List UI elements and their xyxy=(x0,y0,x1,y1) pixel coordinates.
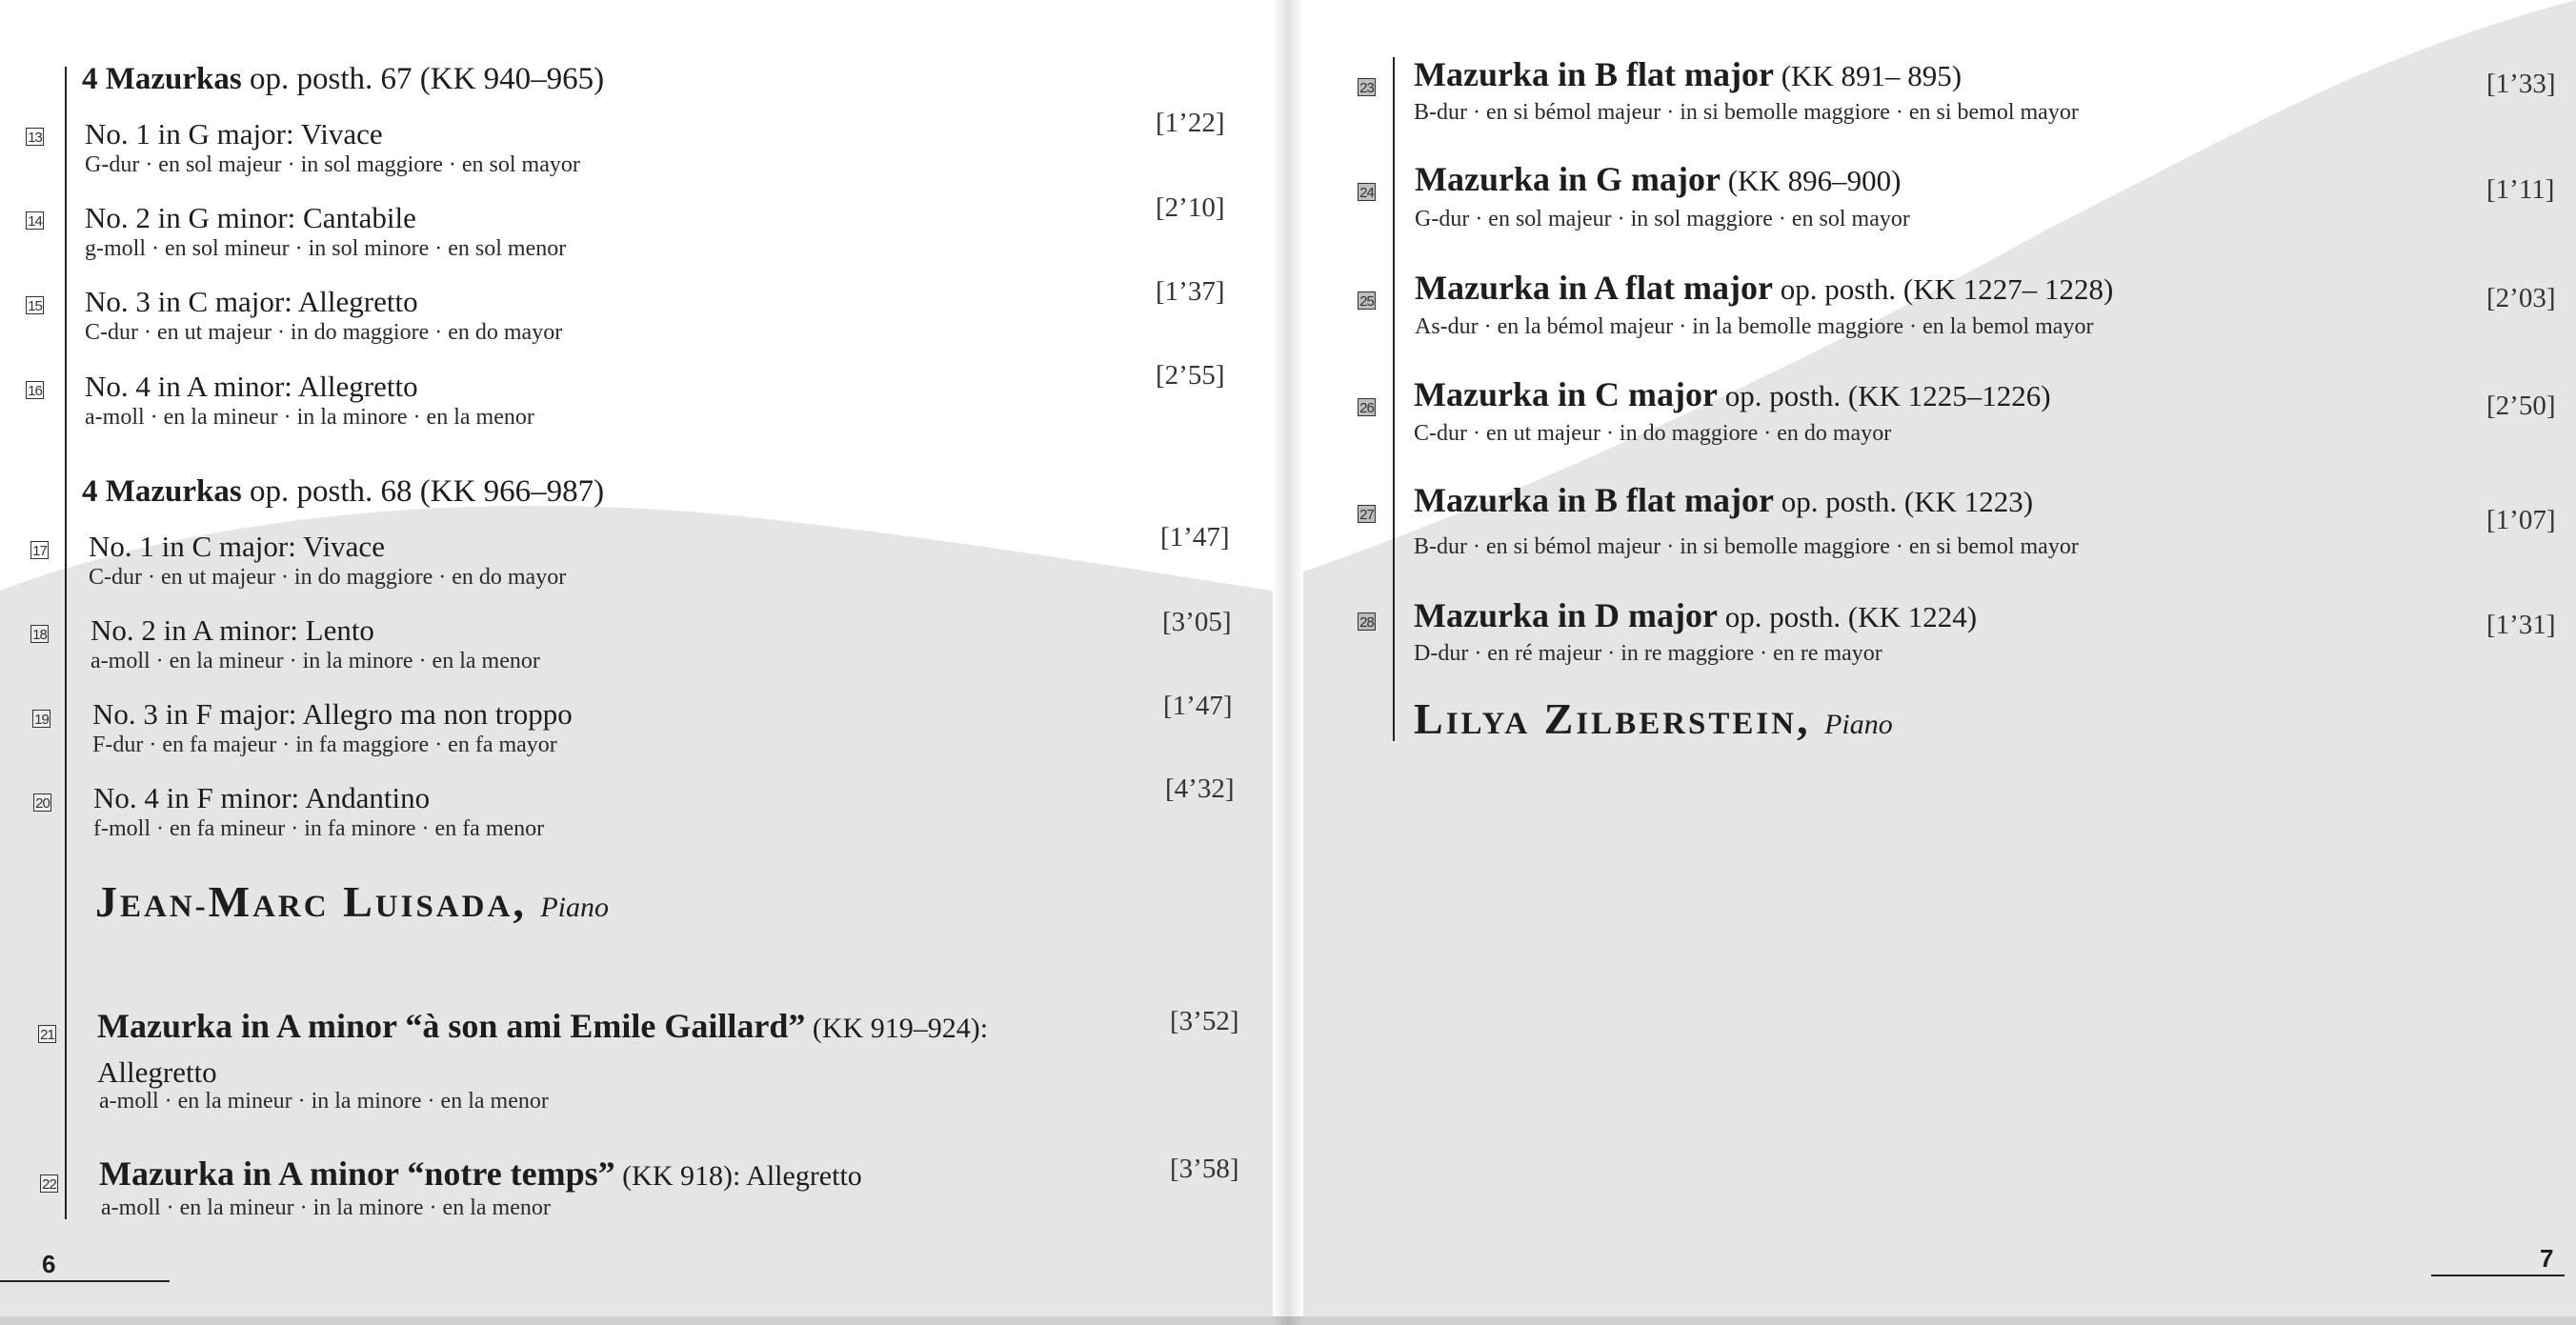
track-title xyxy=(1414,377,2051,413)
track-number-box: 22 xyxy=(40,1174,58,1193)
track-subtitle: As-dur · en la bémol majeur · in la bemolle maggiore · en la bemol mayor xyxy=(1415,314,2094,339)
track-title xyxy=(1414,598,1977,634)
track-number-box: 17 xyxy=(30,541,49,559)
title-bold: Mazurka in A minor “notre temps” xyxy=(99,1154,615,1193)
track-number-box: 16 xyxy=(26,381,44,399)
title-rest: op. posth. (KK 1223) xyxy=(1773,485,2034,518)
track-subtitle: C-dur · en ut majeur · in do maggiore · en do mayor xyxy=(89,565,567,590)
track-title: No. 1 in C major: Vivace xyxy=(89,530,385,563)
track-subtitle: a-moll · en la mineur · in la minore · en la menor xyxy=(85,405,534,430)
track-number-box: 24 xyxy=(1358,183,1376,201)
section-heading xyxy=(82,61,604,97)
track-subtitle: a-moll · en la mineur · in la minore · en la menor xyxy=(99,1089,549,1114)
instrument: Piano xyxy=(540,892,609,923)
title-rest: (KK 896–900) xyxy=(1720,164,1902,197)
heading-rest: op. posth. 67 (KK 940–965) xyxy=(241,62,605,96)
track-duration: [1’33] xyxy=(2486,69,2556,99)
track-number-box: 19 xyxy=(32,710,50,728)
track-duration: [1’31] xyxy=(2486,610,2556,640)
title-rest: (KK 919–924): xyxy=(805,1013,989,1044)
comma: , xyxy=(1797,694,1811,743)
track-number-box: 13 xyxy=(26,128,44,146)
page-number: 6 xyxy=(42,1250,56,1278)
performer-name xyxy=(1414,695,1893,749)
track-title xyxy=(99,1156,862,1194)
small-caps: ILYA xyxy=(1445,707,1531,741)
track-title: No. 1 in G major: Vivace xyxy=(85,117,383,151)
track-subtitle: g-moll · en sol mineur · in sol minore · en sol menor xyxy=(85,236,567,261)
track-duration: [2’10] xyxy=(1156,192,1225,223)
small-caps: ILBERSTEIN xyxy=(1576,707,1798,741)
track-title xyxy=(1414,483,2033,519)
track-number-box: 28 xyxy=(1358,612,1376,631)
track-duration: [1’11] xyxy=(2486,174,2555,205)
track-number-box: 14 xyxy=(26,211,44,230)
initial: Z xyxy=(1543,694,1577,743)
track-number-box: 18 xyxy=(30,625,49,643)
initial: L xyxy=(1414,694,1446,743)
track-title xyxy=(1415,162,1901,198)
track-duration: [3’58] xyxy=(1170,1154,1239,1184)
track-duration: [1’47] xyxy=(1160,522,1230,552)
track-subtitle: G-dur · en sol majeur · in sol maggiore · en sol mayor xyxy=(85,152,580,177)
track-title: No. 3 in C major: Allegretto xyxy=(85,285,418,318)
track-title: No. 3 in F major: Allegro ma non troppo xyxy=(92,697,573,731)
track-duration: [2’03] xyxy=(2486,283,2556,313)
track-title: No. 4 in A minor: Allegretto xyxy=(85,370,418,403)
title-bold: Mazurka in B flat major xyxy=(1414,481,1774,519)
title-rest: op. posth. (KK 1227– 1228) xyxy=(1772,272,2114,306)
track-duration: [1’22] xyxy=(1156,108,1225,138)
track-title: No. 4 in F minor: Andantino xyxy=(93,781,431,814)
track-number-box: 27 xyxy=(1358,505,1376,523)
track-title: No. 2 in A minor: Lento xyxy=(91,613,374,647)
track-duration: [3’52] xyxy=(1170,1006,1239,1036)
track-number-box: 20 xyxy=(33,793,51,812)
heading-bold: 4 Mazurkas xyxy=(82,474,242,509)
track-number-box: 25 xyxy=(1358,291,1376,310)
small-caps: EAN- xyxy=(120,890,209,924)
track-subtitle: C-dur · en ut majeur · in do maggiore · en do mayor xyxy=(85,320,563,345)
track-title xyxy=(1415,271,2113,307)
page-number: 7 xyxy=(2540,1244,2554,1273)
track-duration: [2’55] xyxy=(1156,360,1225,391)
initial: J xyxy=(95,877,120,926)
track-duration: [4’32] xyxy=(1165,773,1235,804)
left-page-rule xyxy=(65,67,67,1219)
track-subtitle: B-dur · en si bémol majeur · in si bemolle maggiore · en si bemol mayor xyxy=(1414,100,2079,125)
right-page xyxy=(1288,0,2576,1325)
section-heading xyxy=(82,473,604,510)
initial: L xyxy=(343,877,375,926)
initial: M xyxy=(208,877,253,926)
track-subtitle: G-dur · en sol majeur · in sol maggiore · en sol mayor xyxy=(1415,207,1910,231)
track-title: No. 2 in G minor: Cantabile xyxy=(85,201,416,234)
track-number-box: 21 xyxy=(38,1025,56,1043)
heading-bold: 4 Mazurkas xyxy=(82,62,242,96)
track-number-box: 15 xyxy=(26,296,44,314)
comma: , xyxy=(513,877,527,926)
track-subtitle: f-moll · en fa mineur · in fa minore · en fa menor xyxy=(93,816,545,841)
performer-name xyxy=(95,878,609,932)
track-subtitle: B-dur · en si bémol majeur · in si bemolle maggiore · en si bemol mayor xyxy=(1414,534,2079,559)
track-title-line2: Allegretto xyxy=(97,1055,217,1089)
title-bold: Mazurka in C major xyxy=(1414,375,1718,413)
title-bold: Mazurka in G major xyxy=(1415,160,1721,198)
track-number-box: 23 xyxy=(1358,78,1376,96)
instrument: Piano xyxy=(1824,709,1893,740)
title-rest: op. posth. (KK 1225–1226) xyxy=(1717,379,2051,412)
track-title xyxy=(1414,57,1962,93)
footer-rule xyxy=(2431,1275,2565,1276)
small-caps: ARC xyxy=(252,890,330,924)
title-rest: (KK 918): Allegretto xyxy=(614,1160,862,1192)
track-duration: [2’50] xyxy=(2486,391,2556,421)
title-bold: Mazurka in A flat major xyxy=(1415,269,1773,307)
small-caps: UISADA xyxy=(374,890,513,924)
title-rest: (KK 891– 895) xyxy=(1773,59,1962,92)
track-title xyxy=(97,1009,988,1046)
right-page-rule xyxy=(1393,57,1395,741)
track-duration: [1’47] xyxy=(1163,691,1233,721)
track-duration: [3’05] xyxy=(1162,607,1232,637)
track-number-box: 26 xyxy=(1358,398,1376,416)
track-duration: [1’07] xyxy=(2486,505,2556,535)
track-subtitle: a-moll · en la mineur · in la minore · en la menor xyxy=(91,649,540,673)
title-bold: Mazurka in D major xyxy=(1414,596,1718,634)
title-rest: op. posth. (KK 1224) xyxy=(1717,600,1978,633)
track-subtitle: D-dur · en ré majeur · in re maggiore · en re mayor xyxy=(1414,641,1882,666)
title-bold: Mazurka in B flat major xyxy=(1414,55,1774,93)
track-subtitle: C-dur · en ut majeur · in do maggiore · en do mayor xyxy=(1414,421,1892,446)
track-duration: [1’37] xyxy=(1156,276,1225,307)
footer-rule xyxy=(0,1280,170,1282)
title-bold: Mazurka in A minor “à son ami Emile Gaillard” xyxy=(97,1007,806,1045)
track-subtitle: a-moll · en la mineur · in la minore · en la menor xyxy=(101,1195,551,1220)
track-subtitle: F-dur · en fa majeur · in fa maggiore · en fa mayor xyxy=(92,733,557,757)
heading-rest: op. posth. 68 (KK 966–987) xyxy=(241,474,605,509)
